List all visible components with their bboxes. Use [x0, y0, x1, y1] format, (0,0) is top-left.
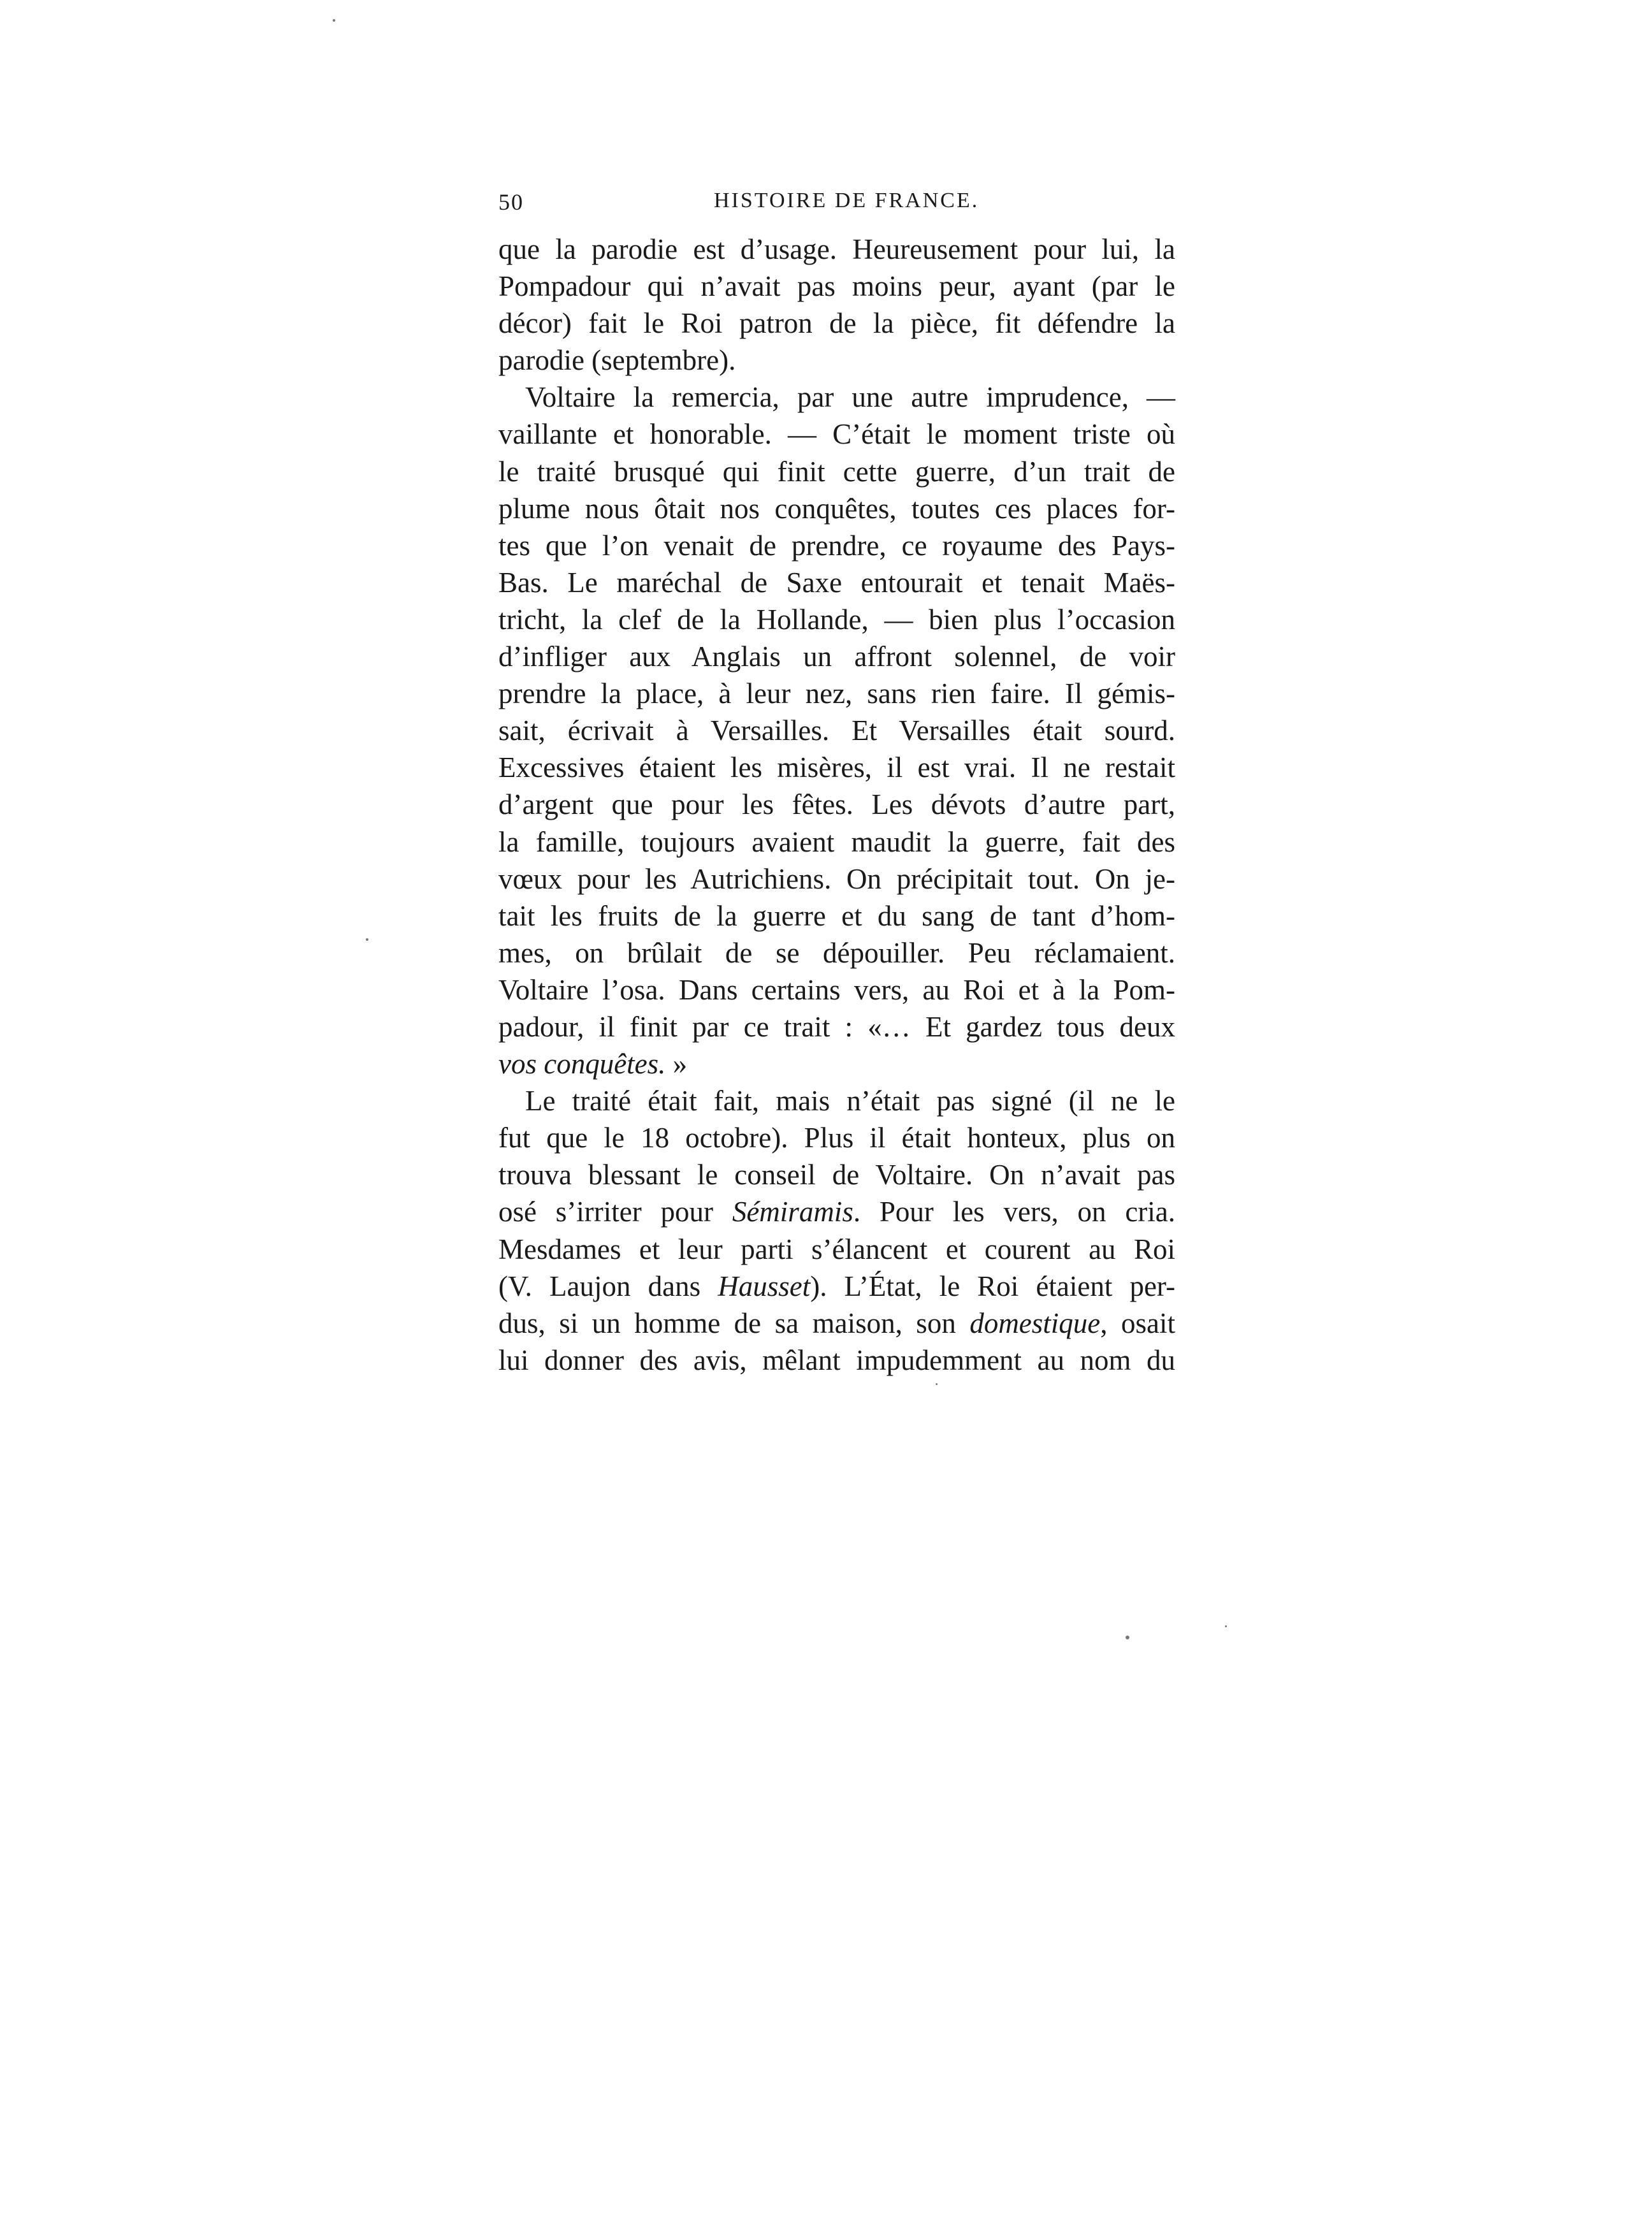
text-line: la famille, toujours avaient maudit la guerre, fait des — [498, 825, 1175, 858]
text-line: tricht, la clef de la Hollande, — bien plus l’occasion — [498, 603, 1175, 635]
text-line: padour, il finit par ce trait : «… Et gardez tous deux — [498, 1010, 1175, 1043]
text-run: , osait — [1100, 1307, 1176, 1339]
text-line: prendre la place, à leur nez, sans rien faire. Il gémis- — [498, 678, 1175, 710]
text-line: Bas. Le maréchal de Saxe entourait et tenait Maës- — [498, 566, 1175, 599]
running-title: HISTOIRE DE FRANCE. — [714, 189, 980, 212]
page-header — [498, 184, 1175, 222]
scan-speck — [333, 19, 335, 22]
text-line: vaillante et honorable. — C’était le moment triste où — [498, 418, 1175, 451]
text-line: fut que le 18 octobre). Plus il était honteux, plus on — [498, 1122, 1175, 1154]
text-line: Mesdames et leur parti s’élancent et courent au Roi — [498, 1233, 1175, 1265]
text-line — [498, 1268, 1175, 1305]
page-number: 50 — [498, 189, 524, 215]
text-line: trouva blessant le conseil de Voltaire. On n’avait pas — [498, 1159, 1175, 1191]
text-line: mes, on brûlait de se dépouiller. Peu réclamaient. — [498, 936, 1175, 969]
text-line: d’infliger aux Anglais un affront solennel, de voir — [498, 641, 1175, 673]
text-line: d’argent que pour les fêtes. Les dévots d’autre part, — [498, 788, 1175, 821]
italic-text: Hausset — [718, 1270, 811, 1302]
scan-speck — [936, 1383, 938, 1385]
scan-speck — [1126, 1636, 1129, 1639]
text-line: tes que l’on venait de prendre, ce royaume des Pays- — [498, 529, 1175, 562]
text-line — [498, 1305, 1175, 1342]
text-run: dus, si un homme de sa maison, son — [498, 1307, 970, 1339]
body-text — [498, 231, 1175, 1379]
text-line: Voltaire la remercia, par une autre imprudence, — — [525, 381, 1175, 414]
text-line: Voltaire l’osa. Dans certains vers, au Roi et à la Pom- — [498, 973, 1175, 1006]
text-line: Pompadour qui n’avait pas moins peur, ayant (par le — [498, 270, 1175, 303]
text-run: osé s’irriter pour — [498, 1196, 732, 1228]
text-line: le traité brusqué qui finit cette guerre, d’un trait de — [498, 455, 1175, 488]
text-line: décor) fait le Roi patron de la pièce, fit défendre la — [498, 307, 1175, 340]
text-line: parodie (septembre). — [498, 344, 736, 377]
text-line: plume nous ôtait nos conquêtes, toutes ces places for- — [498, 492, 1175, 525]
text-line: Le traité était fait, mais n’était pas signé (il ne le — [525, 1085, 1175, 1117]
text-line — [498, 1193, 1175, 1230]
text-line: sait, écrivait à Versailles. Et Versailles était sourd. — [498, 715, 1175, 747]
scan-speck — [366, 938, 368, 941]
text-run: (V. Laujon dans — [498, 1270, 718, 1302]
italic-text: domestique — [969, 1307, 1101, 1339]
italic-text: Sémiramis — [732, 1196, 853, 1228]
text-run: ). L’État, le Roi étaient per- — [810, 1270, 1175, 1302]
text-line: tait les fruits de la guerre et du sang de tant d’hom- — [498, 899, 1175, 932]
text-line: Excessives étaient les misères, il est vrai. Il ne restait — [498, 751, 1175, 784]
text-run: . Pour les vers, on cria. — [853, 1196, 1176, 1228]
text-line — [498, 1045, 1175, 1082]
text-line: lui donner des avis, mêlant impudemment au nom du — [498, 1344, 1175, 1376]
text-line: vœux pour les Autrichiens. On précipitait tout. On je- — [498, 862, 1175, 895]
scan-speck — [1225, 1625, 1227, 1627]
italic-text: vos conquêtes. — [498, 1048, 666, 1080]
text-run: » — [665, 1048, 688, 1080]
text-line: que la parodie est d’usage. Heureusement pour lui, la — [498, 233, 1175, 265]
